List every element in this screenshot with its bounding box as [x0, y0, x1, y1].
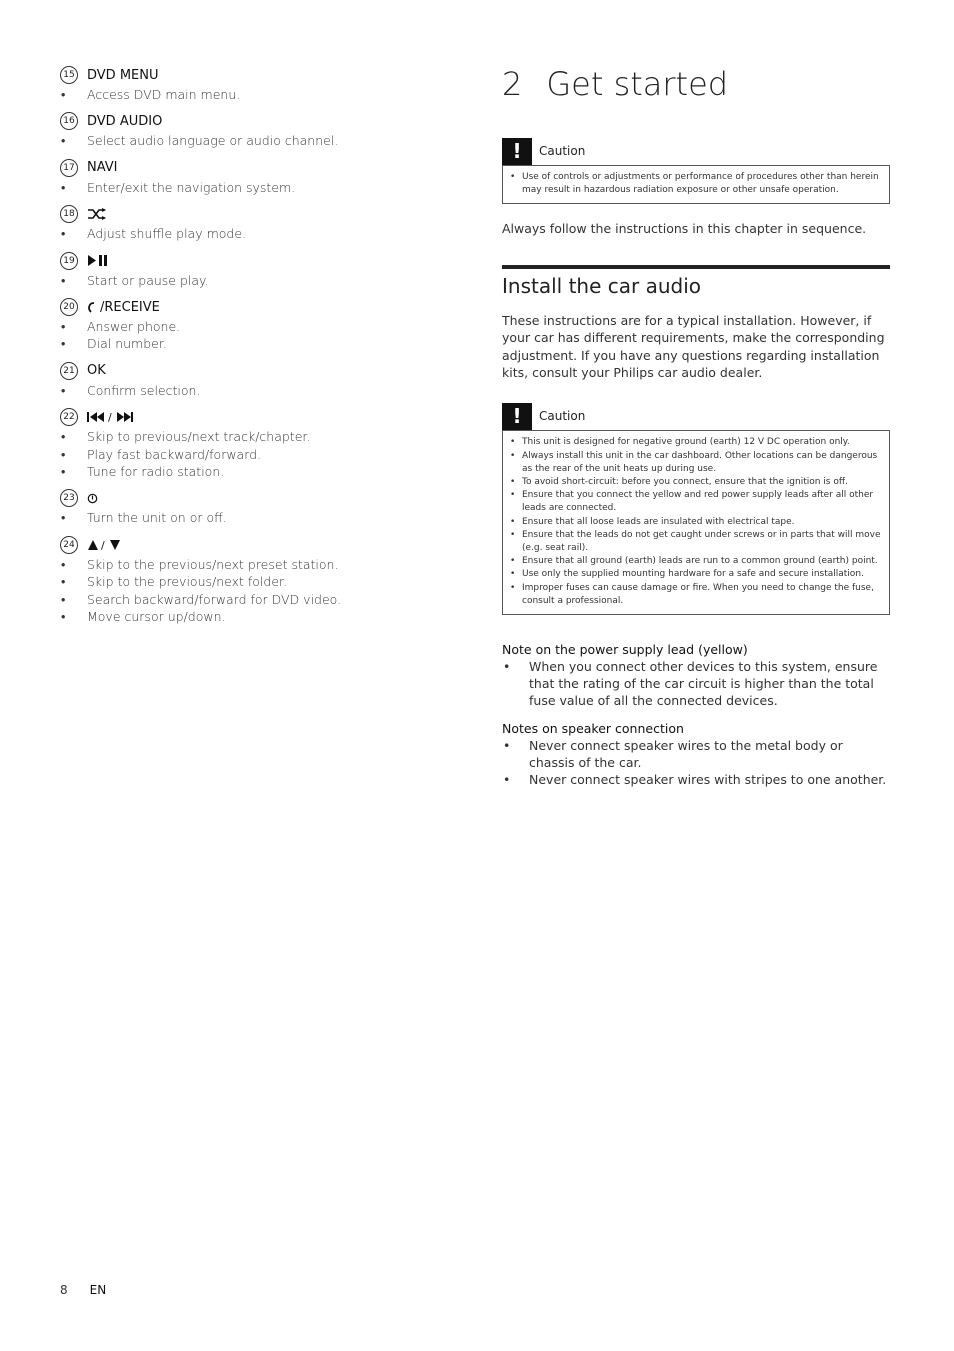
caution-item: • Ensure that you connect the yellow and red power supply leads after all other leads are connected. — [509, 489, 883, 515]
item-description: • Start or pause play. — [60, 272, 440, 289]
up-down-icon — [87, 539, 123, 551]
item-description: • Search backward/forward for DVD video. — [60, 591, 440, 608]
section-title: Install the car audio — [502, 273, 701, 298]
item-description: • Adjust shuffle play mode. — [60, 225, 440, 242]
caution-item: • Use of controls or adjustments or performance of procedures other than herein may result in hazardous radiation exposure or other unsafe operation. — [509, 171, 883, 197]
power-icon — [87, 493, 98, 504]
chapter-number: 2 — [502, 65, 523, 103]
caution-label: Caution — [539, 144, 586, 158]
item-description: • Move cursor up/down. — [60, 608, 440, 625]
item-description: • Play fast backward/forward. — [60, 446, 440, 463]
item-label: NAVI — [87, 160, 118, 176]
item-number: 22 — [60, 408, 78, 426]
item-number: 16 — [60, 112, 78, 130]
caution-item: • Ensure that all ground (earth) leads are run to a common ground (earth) point. — [509, 555, 883, 568]
svg-text:/: / — [108, 411, 112, 424]
item-number: 18 — [60, 205, 78, 223]
item-description: • Select audio language or audio channel. — [60, 132, 440, 149]
page-footer — [60, 1283, 106, 1297]
caution-item: • Ensure that the leads do not get caught under screws or in parts that will move (e.g. seat rail). — [509, 529, 883, 555]
item-description: • Dial number. — [60, 335, 440, 352]
caution-item: • Always install this unit in the car dashboard. Other locations can be dangerous as the rear of the unit heats up during use. — [509, 450, 883, 476]
button-reference-list — [60, 64, 440, 633]
intro-text: Always follow the instructions in this chapter in sequence. — [502, 221, 867, 237]
list-item — [60, 360, 440, 399]
item-number: 21 — [60, 362, 78, 380]
item-number: 20 — [60, 298, 78, 316]
caution-item: • This unit is designed for negative ground (earth) 12 V DC operation only. — [509, 436, 883, 449]
list-item — [60, 406, 440, 480]
item-description: • Answer phone. — [60, 318, 440, 335]
list-item — [60, 534, 440, 626]
caution-box — [502, 403, 890, 615]
caution-label: Caution — [539, 409, 586, 424]
exclamation-icon: ! — [502, 138, 532, 165]
caution-box — [502, 138, 890, 204]
note-item: • When you connect other devices to this system, ensure that the rating of the car circuit is higher than the total fuse value of all the connected devices. — [502, 658, 890, 710]
main-content — [502, 60, 890, 788]
item-label: DVD MENU — [87, 67, 159, 83]
item-description: • Enter/exit the navigation system. — [60, 179, 440, 196]
chapter-title: Get started — [546, 65, 729, 103]
section-divider — [502, 265, 890, 269]
language-code: EN — [89, 1283, 107, 1297]
chapter-heading — [502, 60, 890, 108]
play-pause-icon — [87, 255, 109, 266]
phone-icon — [87, 301, 96, 313]
section-paragraph: These instructions are for a typical installation. However, if your car has different requirements, make the corresponding adjustment. If you have any questions regarding installation kits, consult your Philips car audio dealer. — [502, 312, 885, 381]
item-number: 23 — [60, 489, 78, 507]
item-label: OK — [87, 363, 106, 379]
list-item — [60, 157, 440, 196]
note-item: • Never connect speaker wires with stripes to one another. — [502, 771, 890, 788]
item-description: • Tune for radio station. — [60, 463, 440, 480]
prev-next-icon — [87, 411, 135, 423]
item-description: • Turn the unit on or off. — [60, 509, 440, 526]
item-number: 17 — [60, 159, 78, 177]
list-item — [60, 110, 440, 149]
list-item — [60, 64, 440, 103]
item-label: /RECEIVE — [100, 299, 160, 315]
item-description: • Skip to the previous/next preset station. — [60, 556, 440, 573]
page-number: 8 — [60, 1283, 68, 1297]
list-item — [60, 296, 440, 353]
item-number: 19 — [60, 252, 78, 270]
note-title: Notes on speaker connection — [502, 720, 684, 736]
note-item: • Never connect speaker wires to the metal body or chassis of the car. — [502, 737, 890, 771]
list-item — [60, 250, 440, 289]
item-description: • Confirm selection. — [60, 382, 440, 399]
item-number: 24 — [60, 536, 78, 554]
list-item — [60, 203, 440, 242]
item-description: • Skip to the previous/next folder. — [60, 573, 440, 590]
caution-item: • Ensure that all loose leads are insulated with electrical tape. — [509, 516, 883, 529]
exclamation-icon: ! — [502, 403, 532, 430]
caution-item: • Improper fuses can cause damage or fire. When you need to change the fuse, consult a professional. — [509, 582, 883, 608]
item-label: DVD AUDIO — [87, 113, 163, 129]
item-description: • Access DVD main menu. — [60, 86, 440, 103]
note-title: Note on the power supply lead (yellow) — [502, 642, 748, 658]
list-item — [60, 487, 440, 526]
speaker-connection-note — [502, 720, 890, 789]
power-lead-note — [502, 641, 890, 710]
caution-item: • Use only the supplied mounting hardware for a safe and secure installation. — [509, 568, 883, 581]
item-number: 15 — [60, 66, 78, 84]
svg-text:/: / — [101, 538, 105, 551]
caution-item: • To avoid short-circuit: before you connect, ensure that the ignition is off. — [509, 476, 883, 489]
item-description: • Skip to previous/next track/chapter. — [60, 428, 440, 445]
shuffle-icon — [87, 208, 107, 220]
